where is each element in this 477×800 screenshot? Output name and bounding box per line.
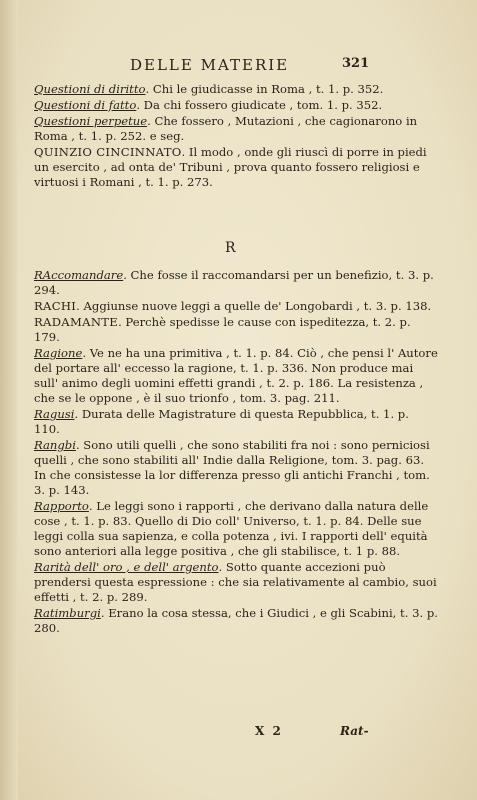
index-block-q (34, 82, 438, 191)
entry-text: . Erano la cosa stessa, che i Giudici , e gli Scabini, t. 3. p. 280. (34, 606, 438, 635)
index-entry (34, 346, 438, 406)
page-number: 321 (342, 56, 370, 71)
entry-heading: Rapporto (34, 499, 89, 513)
entry-heading: Rarità dell' oro , e dell' argento (34, 560, 219, 574)
index-block-r (34, 268, 438, 637)
entry-text: . Sotto quante accezioni può prendersi questa espressione : che sia relativamente al cambio, suoi effetti , t. 2. p. 289. (34, 560, 437, 604)
index-entry (34, 114, 438, 144)
signature-mark: X 2 (255, 724, 283, 738)
entry-text: . Chi le giudicasse in Roma , t. 1. p. 352. (145, 82, 384, 96)
entry-heading: Ragusi (34, 407, 75, 421)
entry-heading: Ratimburgi (34, 606, 101, 620)
section-letter: R (225, 240, 236, 256)
entry-text: . Il modo , onde gli riuscì di porre in piedi un esercito , ad onta de' Tribuni , prova quanto fossero religiosi e virtuosi i Romani , t. 1. p. 273. (34, 145, 427, 189)
running-title: DELLE MATERIE (130, 56, 290, 74)
entry-heading: Rangbi (34, 438, 76, 452)
index-entry (34, 145, 438, 190)
entry-heading: QUINZIO CINCINNATO (34, 145, 182, 159)
index-entry (34, 315, 438, 345)
index-entry (34, 407, 438, 437)
index-entry (34, 499, 438, 559)
catchword: Rat- (340, 724, 369, 738)
page-header (0, 56, 477, 76)
index-entry (34, 560, 438, 605)
index-entry (34, 268, 438, 298)
entry-text: . Da chi fossero giudicate , tom. 1. p. 352. (136, 98, 383, 112)
index-entry (34, 606, 438, 636)
entry-heading: Questioni di diritto (34, 82, 146, 96)
entry-heading: RADAMANTE (34, 315, 119, 329)
entry-text: . Le leggi sono i rapporti , che derivano dalla natura delle cose , t. 1. p. 83. Quello di Dio coll' Universo, t. 1. p. 84. Delle sue leggi colla sua sapienza, e colla potenza , ivi. I rapporti dell' equità sono anteriori alla legge positiva , che gli stabilisce, t. 1 p. 88. (34, 499, 429, 558)
entry-heading: Questioni perpetue (34, 114, 148, 128)
page-footer (0, 724, 477, 742)
index-entry (34, 299, 438, 314)
entry-text: . Perchè spedisse le cause con ispeditezza, t. 2. p. 179. (34, 315, 411, 344)
entry-text: . Aggiunse nuove leggi a quelle de' Longobardi , t. 3. p. 138. (76, 299, 432, 313)
entry-heading: Ragione (34, 346, 83, 360)
index-entry (34, 438, 438, 498)
entry-text: . Sono utili quelli , che sono stabiliti fra noi : sono perniciosi quelli , che sono stabiliti all' Indie dalla Religione, tom. 3. pag. 63. In che consistesse la lor differenza presso gli antichi Franchi , tom. 3. p. 143. (34, 438, 430, 497)
entry-heading: Questioni di fatto (34, 98, 137, 112)
entry-text: . Ve ne ha una primitiva , t. 1. p. 84. Ciò , che pensi l' Autore del portare all' eccesso la ragione, t. 1. p. 336. Non produce mai sull' animo degli uomini effetti grandi , t. 2. p. 186. La resistenza , che se le oppone , è il suo trionfo , tom. 3. pag. 211. (34, 346, 438, 405)
entry-heading: RAccomandare (34, 268, 124, 282)
entry-text: . Che fosse il raccomandarsi per un benefizio, t. 3. p. 294. (34, 268, 434, 297)
entry-text: . Durata delle Magistrature di questa Repubblica, t. 1. p. 110. (34, 407, 409, 436)
index-entry (34, 98, 438, 113)
entry-text: . Che fossero , Mutazioni , che cagionarono in Roma , t. 1. p. 252. e seg. (34, 114, 418, 143)
entry-heading: RACHI (34, 299, 77, 313)
binding-shadow (0, 0, 18, 800)
index-entry (34, 82, 438, 97)
